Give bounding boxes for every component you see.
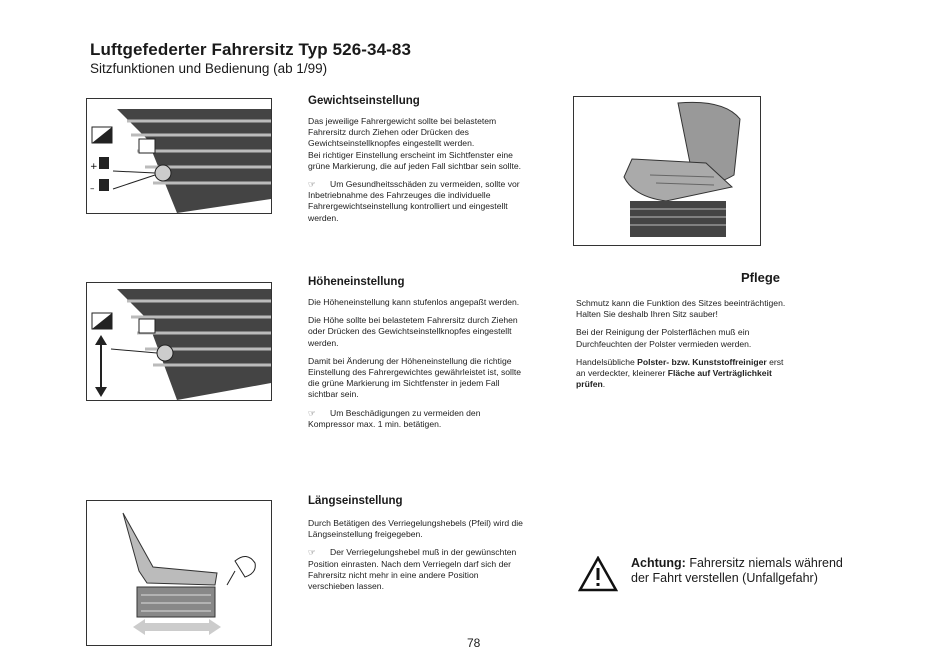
- laenge-note: Der Verriegelungshebel muß in der gewünschten Position einrasten. Nach dem Verriegeln darf sich der Fahrersitz nicht mehr in eine andere Position verschieben lassen.: [308, 547, 517, 592]
- pointing-hand-icon: ☞: [308, 407, 316, 418]
- laenge-p1: Durch Betätigen des Verriegelungshebels (Pfeil) wird die Längseinstellung freigegeben.: [308, 518, 523, 540]
- text-pflege: [576, 298, 794, 397]
- warning-text: [631, 556, 861, 586]
- pointing-hand-icon: ☞: [308, 547, 316, 558]
- text-gewicht: [308, 116, 526, 231]
- pflege-p3c: erst an verdeckter, kleinerer: [576, 356, 784, 379]
- gewicht-note: Um Gesundheitsschäden zu vermeiden, sollte vor Inbetriebnahme des Fahrzeuges die individuelle Fahrergewichtseinstellung kontrolliert und eingestellt werden.: [308, 179, 520, 223]
- page-title: Luftgefederter Fahrersitz Typ 526-34-83: [90, 40, 412, 59]
- plus-label: +: [90, 162, 98, 172]
- warning-body: Fahrersitz niemals während der Fahrt verstellen (Unfallgefahr): [631, 556, 843, 585]
- pointing-hand-icon: ☞: [308, 179, 316, 190]
- gewicht-p1: Das jeweilige Fahrergewicht sollte bei belastetem Fahrersitz durch Ziehen oder Drücken des Gewichtseinstellknopfes eingestellt werden.: [308, 116, 497, 149]
- pflege-p1b: Halten Sie deshalb Ihren Sitz sauber!: [576, 309, 718, 320]
- heading-hoehe: Höheneinstellung: [308, 276, 405, 288]
- hoehe-p1: Die Höheneinstellung kann stufenlos angepaßt werden.: [308, 297, 520, 307]
- heading-gewicht: Gewichtseinstellung: [308, 95, 420, 107]
- heading-laenge: Längseinstellung: [308, 495, 403, 507]
- minus-label: –: [90, 184, 95, 194]
- seat-base-illustration: [87, 99, 271, 213]
- page-number: 78: [467, 636, 481, 650]
- pflege-p3d: Fläche auf Verträglichkeit prüfen: [576, 368, 772, 390]
- gewicht-p2: Bei richtiger Einstellung erscheint im Sichtfenster eine grüne Markierung, die auf jeden Fall sichtbar sein sollte.: [308, 149, 522, 171]
- warning-label: Achtung:: [631, 556, 686, 570]
- pflege-p3b: Polster- bzw. Kunststoffreiniger: [637, 356, 767, 367]
- figure-seat-overview: [573, 96, 761, 246]
- seat-side-illustration: [87, 501, 271, 645]
- hoehe-note: Um Beschädigungen zu vermeiden den Kompressor max. 1 min. betätigen.: [308, 407, 481, 429]
- figure-height-adjustment: [86, 282, 272, 401]
- figure-longitudinal-adjustment: [86, 500, 272, 646]
- hoehe-p3: Damit bei Änderung der Höheneinstellung die richtige Einstellung des Fahrergewichtes gewährleistet ist, sollte die grüne Markierung im Sichtfenster in jedem Fall sichtbar sein.: [308, 355, 522, 400]
- seat-overview-illustration: [574, 97, 760, 245]
- hoehe-p2: Die Höhe sollte bei belastetem Fahrersitz durch Ziehen oder Drücken des Gewichtseinstellknopfes eingestellt werden.: [308, 315, 518, 348]
- height-illustration: [87, 283, 271, 400]
- pflege-p3e: .: [602, 379, 606, 390]
- pflege-p1: Schmutz kann die Funktion des Sitzes beeinträchtigen.: [576, 298, 786, 308]
- text-hoehe: [308, 297, 526, 437]
- page-subtitle: Sitzfunktionen und Bedienung (ab 1/99): [90, 61, 328, 76]
- figure-weight-adjustment: [86, 98, 272, 214]
- pflege-p2: Bei der Reinigung der Polsterflächen muß ein Durchfeuchten der Polster vermieden werden.: [576, 327, 752, 349]
- text-laenge: [308, 518, 526, 599]
- heading-pflege: Pflege: [741, 270, 781, 285]
- pflege-p3a: Handelsübliche: [576, 356, 638, 367]
- warning-triangle-icon: [578, 556, 618, 597]
